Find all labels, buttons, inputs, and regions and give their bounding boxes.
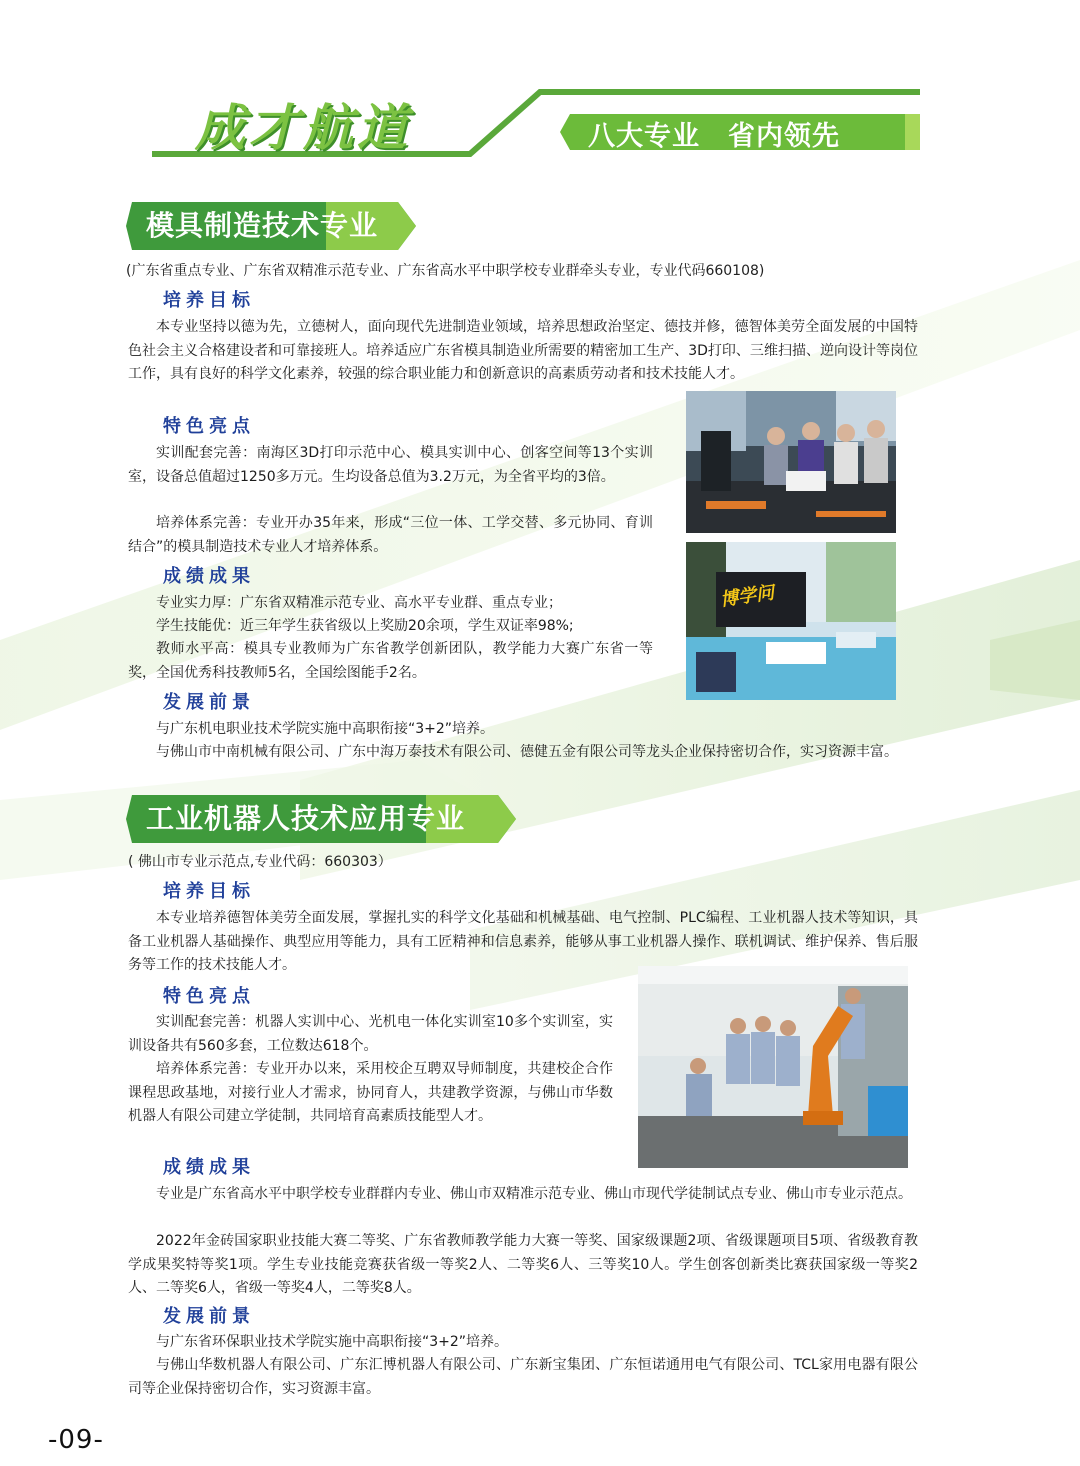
result-heading: 成绩成果 xyxy=(163,566,255,587)
result-text: 专业实力厚：广东省双精准示范专业、高水平专业群、重点专业； xyxy=(156,595,562,611)
future-heading: 发展前景 xyxy=(163,1306,255,1327)
feature-text: 培养体系完善：专业开办以来，采用校企互聘双导师制度，共建校企合作课程思政基地，对接行业人才需求，协同育人，共建教学资源，与佛山市华数机器人有限公司建立学徒制，共同培育高素质技能型人才。 xyxy=(128,1061,613,1124)
photo-maker-space xyxy=(686,542,896,700)
feature-text: 实训配套完善：机器人实训中心、光机电一体化实训室10多个实训室，实训设备共有560多套，工位数达618个。 xyxy=(128,1014,613,1054)
goal-heading: 培养目标 xyxy=(163,290,255,311)
header-tagline: 八大专业 省内领先 xyxy=(588,121,840,152)
goal-heading: 培养目标 xyxy=(163,881,255,902)
future-text: 与佛山华数机器人有限公司、广东汇博机器人有限公司、广东新宝集团、广东恒诺通用电气有限公司、TCL家用电器有限公司等企业保持密切合作，实习资源丰富。 xyxy=(128,1357,918,1397)
feature-text: 实训配套完善：南海区3D打印示范中心、模具实训中心、创客空间等13个实训室，设备总值超过1250多万元。生均设备总值为3.2万元，为全省平均的3倍。 xyxy=(128,445,653,485)
photo-robot-lab xyxy=(638,966,908,1168)
result-text: 专业是广东省高水平中职学校专业群群内专业、佛山市双精准示范专业、佛山市现代学徒制试点专业、佛山市专业示范点。 xyxy=(156,1186,912,1202)
goal-text: 本专业坚持以德为先，立德树人，面向现代先进制造业领域，培养思想政治坚定、德技并修，德智体美劳全面发展的中国特色社会主义合格建设者和可靠接班人。培养适应广东省模具制造业所需要的精密加工生产、3D打印、三维扫描、逆向设计等岗位工作，具有良好的科学文化素养，较强的综合职业能力和创新意识的高素质劳动者和技术技能人才。 xyxy=(128,319,918,382)
page-title: 成才航道 xyxy=(195,99,411,157)
result-text: 教师水平高：模具专业教师为广东省教学创新团队，教学能力大赛广东省一等奖，全国优秀科技教师5名，全国绘图能手2名。 xyxy=(128,641,653,681)
page-number: -09- xyxy=(48,1425,104,1455)
goal-text: 本专业培养德智体美劳全面发展，掌握扎实的科学文化基础和机械基础、电气控制、PLC编程、工业机器人技术等知识，具备工业机器人基础操作、典型应用等能力，具有工匠精神和信息素养，能够从事工业机器人操作、联机调试、维护保养、售后服务等工作的技术技能人才。 xyxy=(128,910,918,973)
future-text: 与广东省环保职业技术学院实施中高职衔接“3+2”培养。 xyxy=(156,1334,509,1350)
section-note: ( 佛山市专业示范点,专业代码：660303） xyxy=(128,854,392,870)
feature-heading: 特色亮点 xyxy=(163,416,255,437)
feature-heading: 特色亮点 xyxy=(163,986,255,1007)
section-title: 模具制造技术专业 xyxy=(146,209,379,242)
result-heading: 成绩成果 xyxy=(163,1157,255,1178)
result-text: 学生技能优：近三年学生获省级以上奖励20余项，学生双证率98%; xyxy=(156,618,574,634)
future-text: 与广东机电职业技术学院实施中高职衔接“3+2”培养。 xyxy=(156,721,495,737)
result-text: 2022年金砖国家职业技能大赛二等奖、广东省教师教学能力大赛一等奖、国家级课题2项、省级课题项目5项、省级教育教学成果奖特等奖1项。学生专业技能竞赛获省级一等奖2人、二等奖6人、三等奖10人。学生创客创新类比赛获国家级一等奖2人、二等奖6人，省级一等奖4人，二等奖8人。 xyxy=(128,1233,918,1296)
feature-text: 培养体系完善：专业开办35年来，形成“三位一体、工学交替、多元协同、育训结合”的模具制造技术专业人才培养体系。 xyxy=(128,515,653,555)
future-text: 与佛山市中南机械有限公司、广东中海万泰技术有限公司、德健五金有限公司等龙头企业保持密切合作，实习资源丰富。 xyxy=(156,744,898,760)
section-title: 工业机器人技术应用专业 xyxy=(146,802,466,835)
photo-lab-visit xyxy=(686,391,896,533)
photo-sign-text: 博学问 xyxy=(719,582,776,611)
section-note: (广东省重点专业、广东省双精准示范专业、广东省高水平中职学校专业群牵头专业，专业代码660108) xyxy=(126,263,765,279)
future-heading: 发展前景 xyxy=(163,692,255,713)
